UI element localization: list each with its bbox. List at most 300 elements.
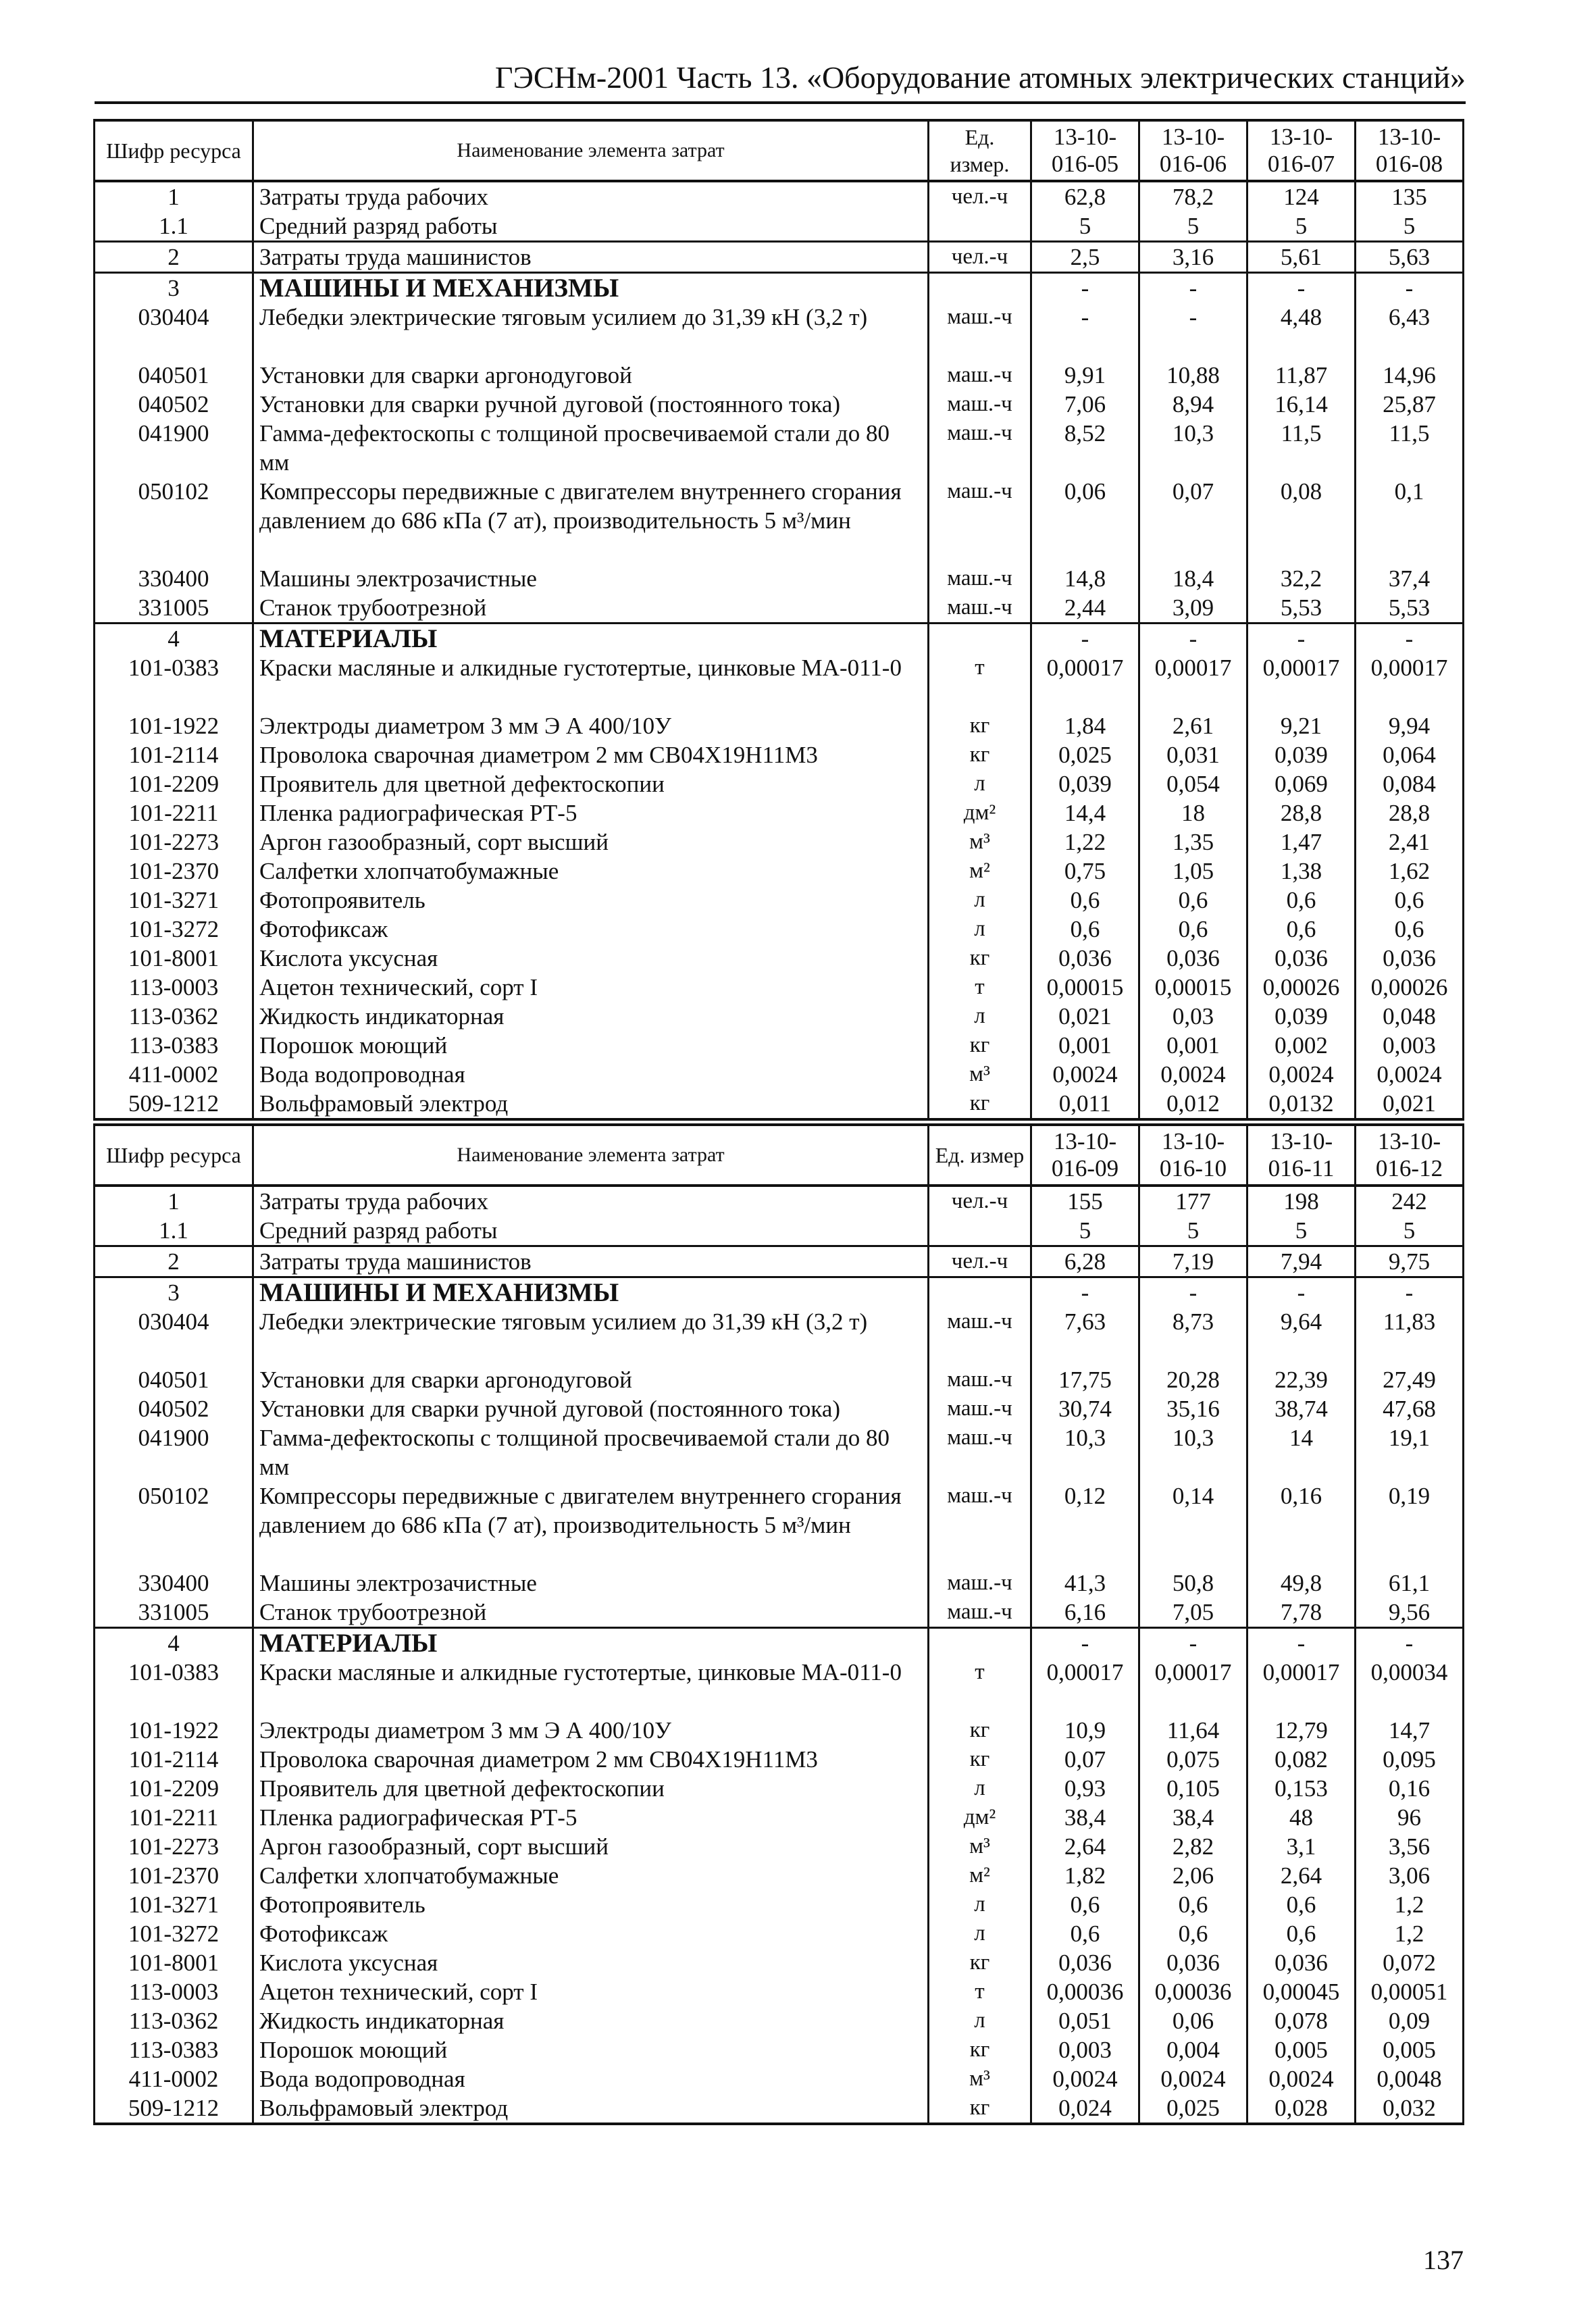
header-norm-code: 13-10-016-09: [1031, 1125, 1139, 1186]
unit-cell: кг: [929, 1031, 1031, 1060]
table-row: [95, 1186, 1464, 1216]
value-cell: 0,00017: [1247, 1658, 1356, 1716]
value-cell: 0,002: [1247, 1031, 1356, 1060]
value-cell: 14,8: [1031, 564, 1139, 593]
resource-code: 4: [95, 624, 253, 654]
unit-cell: л: [929, 886, 1031, 915]
unit-cell: маш.-ч: [929, 361, 1031, 390]
value-cell: 11,83: [1356, 1307, 1464, 1365]
table-row: [95, 857, 1464, 886]
resource-code: 040501: [95, 1365, 253, 1394]
cost-element-name: Фотопроявитель: [253, 886, 929, 915]
header-name: Наименование элемента затрат: [253, 120, 929, 181]
value-cell: 6,43: [1356, 303, 1464, 361]
section-row: [95, 273, 1464, 303]
cost-element-name: Затраты труда машинистов: [253, 1246, 929, 1277]
header-norm-code: 13-10-016-10: [1139, 1125, 1247, 1186]
value-cell: 0,00036: [1031, 1977, 1139, 2006]
unit-cell: кг: [929, 1745, 1031, 1774]
value-cell: 7,19: [1139, 1246, 1247, 1277]
table-row: [95, 769, 1464, 798]
cost-element-name: Установки для сварки аргонодуговой: [253, 1365, 929, 1394]
value-cell: 0,078: [1247, 2006, 1356, 2035]
value-cell: 0,6: [1139, 915, 1247, 944]
unit-cell: дм²: [929, 1803, 1031, 1832]
resource-code: 101-2211: [95, 1803, 253, 1832]
value-cell: 0,16: [1356, 1774, 1464, 1803]
value-cell: 27,49: [1356, 1365, 1464, 1394]
cost-element-name: Ацетон технический, сорт I: [253, 973, 929, 1002]
value-cell: 17,75: [1031, 1365, 1139, 1394]
cost-element-name: Электроды диаметром 3 мм Э А 400/10У: [253, 711, 929, 740]
value-cell: 0,0024: [1356, 1060, 1464, 1089]
header-title: ГЭСНм-2001 Часть 13. «Оборудование атомных электрических станций»: [494, 60, 1466, 95]
value-cell: 124: [1247, 181, 1356, 211]
value-cell: 61,1: [1356, 1569, 1464, 1598]
table-row: [95, 828, 1464, 857]
value-cell: 5,53: [1247, 593, 1356, 624]
value-cell: -: [1356, 273, 1464, 303]
table-row: [95, 1031, 1464, 1060]
cost-element-name: Станок трубоотрезной: [253, 593, 929, 624]
value-cell: 11,64: [1139, 1716, 1247, 1745]
unit-cell: т: [929, 973, 1031, 1002]
unit-cell: кг: [929, 1948, 1031, 1977]
resource-code: 101-2273: [95, 1832, 253, 1861]
resource-code: 3: [95, 1277, 253, 1308]
value-cell: -: [1031, 303, 1139, 361]
value-cell: -: [1356, 1628, 1464, 1658]
value-cell: 38,4: [1031, 1803, 1139, 1832]
value-cell: 0,005: [1247, 2035, 1356, 2064]
value-cell: 14: [1247, 1423, 1356, 1481]
table-row: [95, 1481, 1464, 1569]
unit-cell: м²: [929, 857, 1031, 886]
value-cell: 0,00026: [1247, 973, 1356, 1002]
value-cell: -: [1139, 303, 1247, 361]
unit-cell: маш.-ч: [929, 1598, 1031, 1628]
cost-element-name: Проволока сварочная диаметром 2 мм СВ04Х19Н11М3: [253, 1745, 929, 1774]
value-cell: -: [1356, 1277, 1464, 1308]
cost-element-name: Средний разряд работы: [253, 1216, 929, 1246]
header-norm-code: 13-10-016-07: [1247, 120, 1356, 181]
value-cell: 0,0048: [1356, 2064, 1464, 2093]
value-cell: -: [1247, 1628, 1356, 1658]
value-cell: 4,48: [1247, 303, 1356, 361]
table-row: [95, 1803, 1464, 1832]
cost-element-name: Гамма-дефектоскопы с толщиной просвечиваемой стали до 80 мм: [253, 1423, 929, 1481]
value-cell: 0,00045: [1247, 1977, 1356, 2006]
value-cell: 28,8: [1356, 798, 1464, 828]
table-row: [95, 798, 1464, 828]
resource-code: 113-0003: [95, 1977, 253, 2006]
resource-table-016-05-08: [93, 119, 1464, 1121]
value-cell: 0,036: [1356, 944, 1464, 973]
value-cell: 35,16: [1139, 1394, 1247, 1423]
resource-code: 101-0383: [95, 1658, 253, 1716]
value-cell: 7,63: [1031, 1307, 1139, 1365]
table-row: [95, 303, 1464, 361]
cost-element-name: Проявитель для цветной дефектоскопии: [253, 1774, 929, 1803]
resource-code: 509-1212: [95, 2093, 253, 2124]
unit-cell: кг: [929, 1089, 1031, 1119]
value-cell: 177: [1139, 1186, 1247, 1216]
unit-cell: [929, 273, 1031, 303]
value-cell: 0,6: [1139, 886, 1247, 915]
value-cell: 0,03: [1139, 1002, 1247, 1031]
value-cell: 8,73: [1139, 1307, 1247, 1365]
resource-code: 030404: [95, 1307, 253, 1365]
value-cell: 2,06: [1139, 1861, 1247, 1890]
value-cell: 0,16: [1247, 1481, 1356, 1569]
value-cell: 0,084: [1356, 769, 1464, 798]
unit-cell: т: [929, 1658, 1031, 1716]
value-cell: 0,028: [1247, 2093, 1356, 2124]
value-cell: 0,6: [1031, 886, 1139, 915]
value-cell: 0,005: [1356, 2035, 1464, 2064]
unit-cell: маш.-ч: [929, 1394, 1031, 1423]
cost-element-name: Краски масляные и алкидные густотертые, цинковые МА-011-0: [253, 1658, 929, 1716]
value-cell: 0,00051: [1356, 1977, 1464, 2006]
resource-code: 030404: [95, 303, 253, 361]
value-cell: 78,2: [1139, 181, 1247, 211]
unit-cell: м²: [929, 1861, 1031, 1890]
cost-element-name: Машины электрозачистные: [253, 564, 929, 593]
value-cell: 0,0024: [1139, 2064, 1247, 2093]
value-cell: 0,6: [1139, 1919, 1247, 1948]
cost-element-name: Установки для сварки ручной дуговой (постоянного тока): [253, 390, 929, 419]
resource-table-016-09-12: [93, 1123, 1464, 2125]
table-row: [95, 740, 1464, 769]
value-cell: -: [1031, 1277, 1139, 1308]
page-number: 137: [1423, 2245, 1464, 2275]
table-row: [95, 1365, 1464, 1394]
value-cell: 41,3: [1031, 1569, 1139, 1598]
unit-cell: маш.-ч: [929, 477, 1031, 564]
value-cell: 0,00015: [1031, 973, 1139, 1002]
value-cell: 0,6: [1247, 886, 1356, 915]
value-cell: 0,001: [1031, 1031, 1139, 1060]
value-cell: 9,94: [1356, 711, 1464, 740]
table-row: [95, 1716, 1464, 1745]
table-row: [95, 242, 1464, 273]
resource-code: 040502: [95, 1394, 253, 1423]
header-norm-code: 13-10-016-08: [1356, 120, 1464, 181]
resource-code: 101-3271: [95, 1890, 253, 1919]
table-row: [95, 1216, 1464, 1246]
value-cell: 7,94: [1247, 1246, 1356, 1277]
value-cell: 0,6: [1247, 1919, 1356, 1948]
value-cell: -: [1139, 273, 1247, 303]
unit-cell: кг: [929, 1716, 1031, 1745]
value-cell: 0,003: [1031, 2035, 1139, 2064]
value-cell: 1,84: [1031, 711, 1139, 740]
cost-element-name: Компрессоры передвижные с двигателем внутреннего сгорания давлением до 686 кПа (7 ат), производительность 5 м³/мин: [253, 477, 929, 564]
table-row: [95, 1861, 1464, 1890]
resource-code: 1.1: [95, 211, 253, 242]
unit-cell: л: [929, 1774, 1031, 1803]
value-cell: 0,095: [1356, 1745, 1464, 1774]
value-cell: 0,153: [1247, 1774, 1356, 1803]
value-cell: 0,105: [1139, 1774, 1247, 1803]
value-cell: -: [1247, 1277, 1356, 1308]
cost-element-name: Кислота уксусная: [253, 944, 929, 973]
unit-cell: м³: [929, 2064, 1031, 2093]
header-norm-code: 13-10-016-12: [1356, 1125, 1464, 1186]
header-cipher: Шифр ресурса: [95, 1125, 253, 1186]
resource-code: 113-0362: [95, 1002, 253, 1031]
cost-element-name: Порошок моющий: [253, 1031, 929, 1060]
value-cell: 18: [1139, 798, 1247, 828]
table-row: [95, 1745, 1464, 1774]
unit-cell: л: [929, 769, 1031, 798]
section-title: МАШИНЫ И МЕХАНИЗМЫ: [253, 1277, 929, 1308]
unit-cell: чел.-ч: [929, 242, 1031, 273]
value-cell: 3,09: [1139, 593, 1247, 624]
resource-code: 331005: [95, 593, 253, 624]
value-cell: 11,5: [1247, 419, 1356, 477]
value-cell: 10,3: [1139, 1423, 1247, 1481]
value-cell: 8,94: [1139, 390, 1247, 419]
cost-element-name: Гамма-дефектоскопы с толщиной просвечиваемой стали до 80 мм: [253, 419, 929, 477]
resource-code: 4: [95, 1628, 253, 1658]
resource-code: 1: [95, 1186, 253, 1216]
value-cell: 14,96: [1356, 361, 1464, 390]
value-cell: -: [1031, 273, 1139, 303]
header-norm-code: 13-10-016-06: [1139, 120, 1247, 181]
resource-code: 331005: [95, 1598, 253, 1628]
cost-element-name: Затраты труда рабочих: [253, 1186, 929, 1216]
cost-element-name: Компрессоры передвижные с двигателем внутреннего сгорания давлением до 686 кПа (7 ат), производительность 5 м³/мин: [253, 1481, 929, 1569]
value-cell: 0,00017: [1356, 653, 1464, 711]
unit-cell: л: [929, 2006, 1031, 2035]
header-cipher: Шифр ресурса: [95, 120, 253, 181]
cost-element-name: Пленка радиографическая РТ-5: [253, 1803, 929, 1832]
value-cell: 0,0024: [1031, 2064, 1139, 2093]
table-row: [95, 2035, 1464, 2064]
value-cell: 10,88: [1139, 361, 1247, 390]
table-row: [95, 390, 1464, 419]
value-cell: 0,1: [1356, 477, 1464, 564]
value-cell: 38,4: [1139, 1803, 1247, 1832]
resource-code: 1: [95, 181, 253, 211]
table-row: [95, 211, 1464, 242]
value-cell: -: [1247, 624, 1356, 654]
value-cell: 9,21: [1247, 711, 1356, 740]
resource-code: 101-2273: [95, 828, 253, 857]
value-cell: 0,09: [1356, 2006, 1464, 2035]
value-cell: 5: [1031, 1216, 1139, 1246]
table-row: [95, 1002, 1464, 1031]
value-cell: 0,6: [1139, 1890, 1247, 1919]
value-cell: 3,06: [1356, 1861, 1464, 1890]
value-cell: 0,003: [1356, 1031, 1464, 1060]
cost-element-name: Вода водопроводная: [253, 1060, 929, 1089]
unit-cell: маш.-ч: [929, 303, 1031, 361]
value-cell: 0,036: [1031, 944, 1139, 973]
table-row: [95, 1919, 1464, 1948]
running-header: [95, 47, 1466, 104]
value-cell: -: [1139, 1628, 1247, 1658]
value-cell: 9,75: [1356, 1246, 1464, 1277]
cost-element-name: Аргон газообразный, сорт высший: [253, 828, 929, 857]
cost-element-name: Жидкость индикаторная: [253, 1002, 929, 1031]
table-row: [95, 1977, 1464, 2006]
value-cell: 0,07: [1031, 1745, 1139, 1774]
unit-cell: кг: [929, 711, 1031, 740]
value-cell: 0,048: [1356, 1002, 1464, 1031]
table-row: [95, 419, 1464, 477]
unit-cell: маш.-ч: [929, 1569, 1031, 1598]
cost-element-name: Средний разряд работы: [253, 211, 929, 242]
table-row: [95, 1890, 1464, 1919]
value-cell: -: [1031, 1628, 1139, 1658]
unit-cell: маш.-ч: [929, 593, 1031, 624]
value-cell: 10,3: [1139, 419, 1247, 477]
value-cell: 0,14: [1139, 1481, 1247, 1569]
value-cell: 0,93: [1031, 1774, 1139, 1803]
value-cell: 0,06: [1139, 2006, 1247, 2035]
unit-cell: [929, 624, 1031, 654]
value-cell: 0,06: [1031, 477, 1139, 564]
resource-code: 041900: [95, 419, 253, 477]
value-cell: 0,031: [1139, 740, 1247, 769]
resource-code: 330400: [95, 1569, 253, 1598]
value-cell: 0,12: [1031, 1481, 1139, 1569]
value-cell: 6,16: [1031, 1598, 1139, 1628]
cost-element-name: Установки для сварки аргонодуговой: [253, 361, 929, 390]
value-cell: 10,9: [1031, 1716, 1139, 1745]
cost-element-name: Ацетон технический, сорт I: [253, 1977, 929, 2006]
value-cell: 0,039: [1247, 1002, 1356, 1031]
value-cell: 0,036: [1139, 944, 1247, 973]
resource-code: 101-3272: [95, 915, 253, 944]
value-cell: -: [1356, 624, 1464, 654]
resource-code: 1.1: [95, 1216, 253, 1246]
header-name: Наименование элемента затрат: [253, 1125, 929, 1186]
unit-cell: [929, 1628, 1031, 1658]
unit-cell: дм²: [929, 798, 1031, 828]
section-row: [95, 1628, 1464, 1658]
header-row: [95, 120, 1464, 181]
resource-code: 101-2209: [95, 769, 253, 798]
resource-code: 113-0383: [95, 2035, 253, 2064]
value-cell: 5: [1031, 211, 1139, 242]
value-cell: 9,56: [1356, 1598, 1464, 1628]
value-cell: 10,3: [1031, 1423, 1139, 1481]
resource-code: 040502: [95, 390, 253, 419]
value-cell: 0,00036: [1139, 1977, 1247, 2006]
unit-cell: кг: [929, 944, 1031, 973]
table-row: [95, 1423, 1464, 1481]
resource-code: 101-8001: [95, 1948, 253, 1977]
value-cell: 5,63: [1356, 242, 1464, 273]
value-cell: 0,75: [1031, 857, 1139, 886]
value-cell: 0,0024: [1139, 1060, 1247, 1089]
header-row: [95, 1125, 1464, 1186]
resource-code: 101-0383: [95, 653, 253, 711]
cost-element-name: Вольфрамовый электрод: [253, 2093, 929, 2124]
unit-cell: чел.-ч: [929, 1246, 1031, 1277]
value-cell: 7,78: [1247, 1598, 1356, 1628]
value-cell: 28,8: [1247, 798, 1356, 828]
table-row: [95, 1774, 1464, 1803]
value-cell: 20,28: [1139, 1365, 1247, 1394]
value-cell: 38,74: [1247, 1394, 1356, 1423]
cost-element-name: Фотопроявитель: [253, 1890, 929, 1919]
unit-cell: маш.-ч: [929, 1365, 1031, 1394]
unit-cell: кг: [929, 2035, 1031, 2064]
value-cell: 2,64: [1247, 1861, 1356, 1890]
value-cell: 0,0024: [1031, 1060, 1139, 1089]
value-cell: 1,22: [1031, 828, 1139, 857]
resource-code: 101-1922: [95, 711, 253, 740]
resource-code: 113-0383: [95, 1031, 253, 1060]
value-cell: 0,6: [1356, 886, 1464, 915]
unit-cell: л: [929, 1002, 1031, 1031]
table-row: [95, 915, 1464, 944]
unit-cell: маш.-ч: [929, 390, 1031, 419]
value-cell: 2,44: [1031, 593, 1139, 624]
value-cell: 19,1: [1356, 1423, 1464, 1481]
value-cell: 1,05: [1139, 857, 1247, 886]
value-cell: 0,00017: [1031, 1658, 1139, 1716]
section-title: МАТЕРИАЛЫ: [253, 1628, 929, 1658]
value-cell: 0,032: [1356, 2093, 1464, 2124]
value-cell: 0,0024: [1247, 2064, 1356, 2093]
value-cell: 0,036: [1031, 1948, 1139, 1977]
resource-code: 101-8001: [95, 944, 253, 973]
table-row: [95, 1598, 1464, 1628]
cost-element-name: Машины электрозачистные: [253, 1569, 929, 1598]
cost-element-name: Фотофиксаж: [253, 915, 929, 944]
table-row: [95, 653, 1464, 711]
value-cell: 5: [1356, 211, 1464, 242]
header-norm-code: 13-10-016-11: [1247, 1125, 1356, 1186]
value-cell: 7,05: [1139, 1598, 1247, 1628]
value-cell: 48: [1247, 1803, 1356, 1832]
value-cell: 2,64: [1031, 1832, 1139, 1861]
cost-element-name: Станок трубоотрезной: [253, 1598, 929, 1628]
resource-code: 509-1212: [95, 1089, 253, 1119]
value-cell: 1,2: [1356, 1919, 1464, 1948]
unit-cell: кг: [929, 740, 1031, 769]
value-cell: 0,07: [1139, 477, 1247, 564]
value-cell: 0,024: [1031, 2093, 1139, 2124]
value-cell: 25,87: [1356, 390, 1464, 419]
table-row: [95, 1307, 1464, 1365]
cost-element-name: Электроды диаметром 3 мм Э А 400/10У: [253, 1716, 929, 1745]
value-cell: 0,6: [1031, 1919, 1139, 1948]
cost-element-name: Жидкость индикаторная: [253, 2006, 929, 2035]
cost-element-name: Пленка радиографическая РТ-5: [253, 798, 929, 828]
unit-cell: маш.-ч: [929, 1481, 1031, 1569]
value-cell: 18,4: [1139, 564, 1247, 593]
value-cell: 0,6: [1356, 915, 1464, 944]
resource-code: 330400: [95, 564, 253, 593]
value-cell: 0,6: [1031, 915, 1139, 944]
cost-element-name: Аргон газообразный, сорт высший: [253, 1832, 929, 1861]
value-cell: 242: [1356, 1186, 1464, 1216]
table-row: [95, 1394, 1464, 1423]
value-cell: 32,2: [1247, 564, 1356, 593]
value-cell: 0,0132: [1247, 1089, 1356, 1119]
value-cell: 3,56: [1356, 1832, 1464, 1861]
value-cell: 5,61: [1247, 242, 1356, 273]
cost-element-name: Вода водопроводная: [253, 2064, 929, 2093]
value-cell: 0,6: [1031, 1890, 1139, 1919]
resource-code: 050102: [95, 1481, 253, 1569]
